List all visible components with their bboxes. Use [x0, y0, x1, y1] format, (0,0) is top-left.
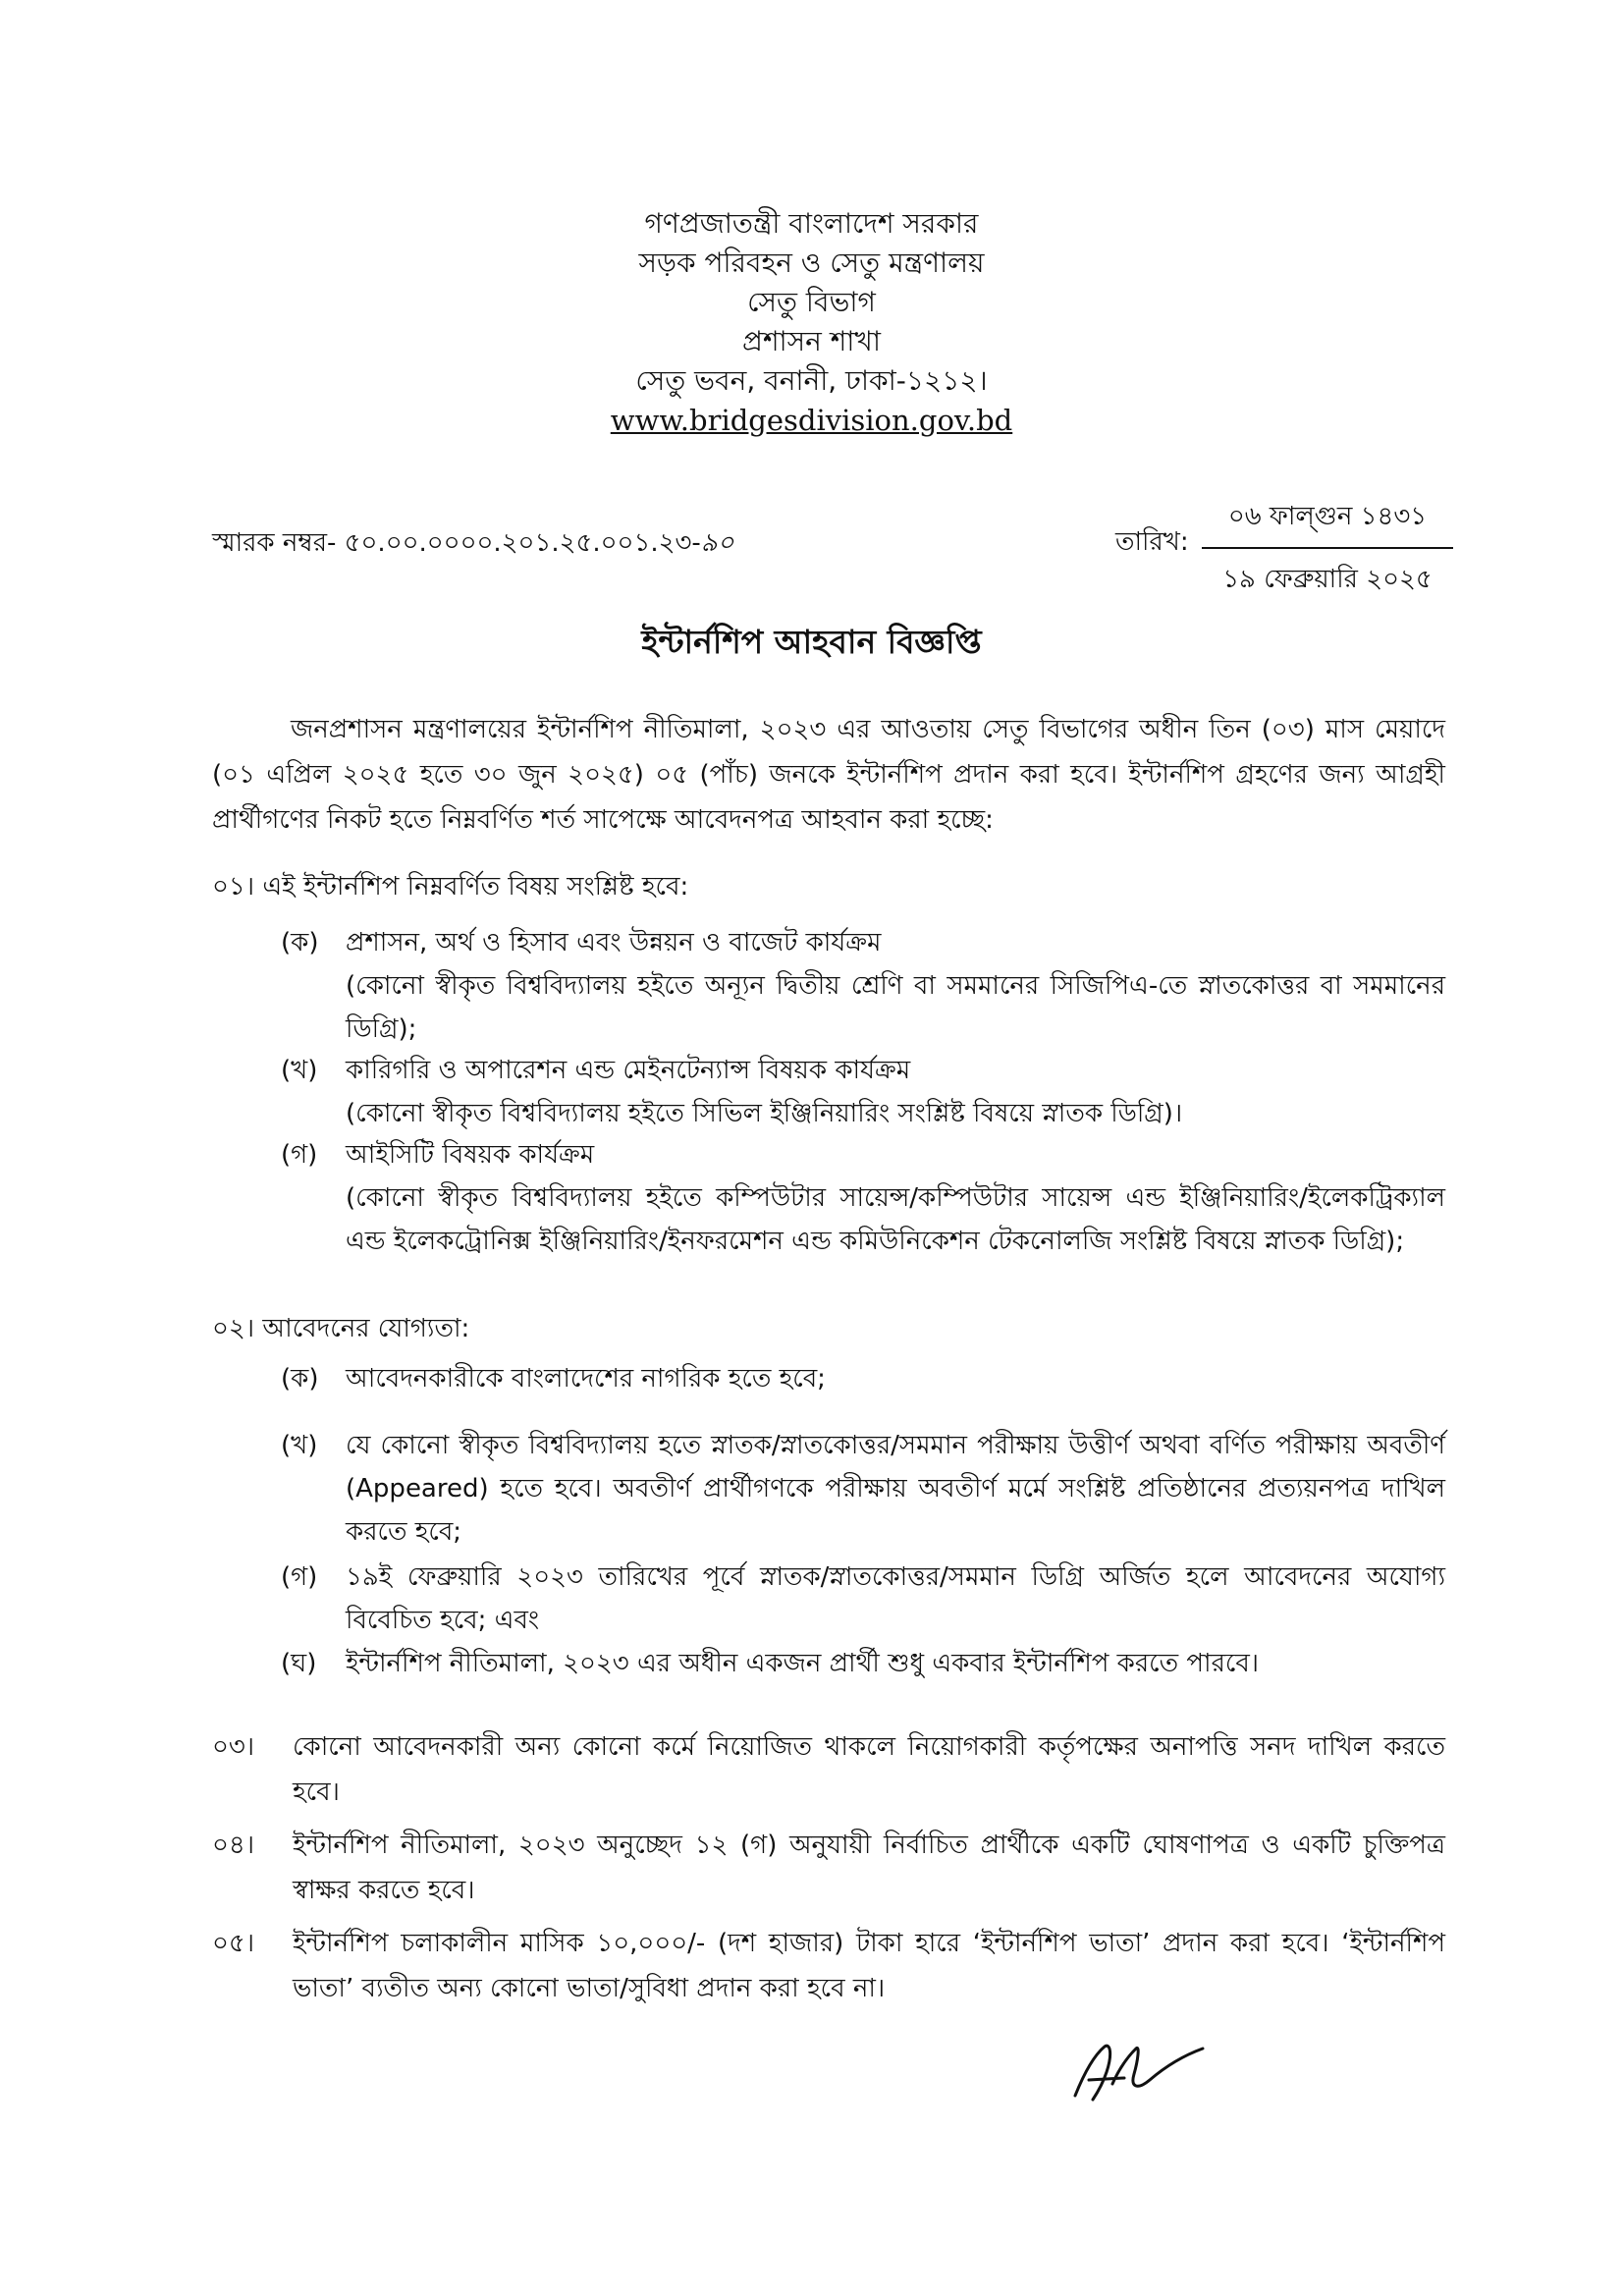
- section2-item-d: ইন্টার্নশিপ নীতিমালা, ২০২৩ এর অধীন একজন প্রার্থী শুধু একবার ইন্টার্নশিপ করতে পারবে।: [346, 1649, 1260, 1678]
- header-branch: প্রশাসন শাখা: [742, 325, 881, 357]
- section1-item-title: আইসিটি বিষয়ক কার্যক্রম: [346, 1140, 595, 1170]
- memo-label: স্মারক নম্বর-: [212, 528, 337, 558]
- section1-item-title: প্রশাসন, অর্থ ও হিসাব এবং উন্নয়ন ও বাজেট কার্যক্রম: [346, 928, 882, 957]
- header-ministry-block: [0, 204, 1623, 440]
- section1-heading: ০১। এই ইন্টার্নশিপ নিম্নবর্ণিত বিষয় সংশ্লিষ্ট হবে:: [212, 872, 689, 902]
- section4-number: ০৪।: [212, 1831, 255, 1860]
- section2-item-mark: (ঘ): [281, 1649, 317, 1678]
- section1-item-mark: (খ): [281, 1056, 318, 1085]
- section2-item-c: ১৯ই ফেব্রুয়ারি ২০২৩ তারিখের পূর্বে স্নাতক/স্নাতকোত্তর/সমমান ডিগ্রি অর্জিত হলে আবেদনের অযোগ্য বিবেচিত হবে; এবং: [346, 1562, 1445, 1635]
- section1-item-c: [346, 1133, 1445, 1263]
- date-block: [1202, 496, 1453, 602]
- handwritten-signature: [1065, 2035, 1213, 2113]
- section2-item-mark: (গ): [281, 1562, 318, 1592]
- section2-item-b: যে কোনো স্বীকৃত বিশ্ববিদ্যালয় হতে স্নাতক/স্নাতকোত্তর/সমমান পরীক্ষায় উত্তীর্ণ অথবা বর্ণিত পরীক্ষায় অবতীর্ণ (Appeared) হতে হবে। অবতীর্ণ প্রার্থীগণকে পরীক্ষায় অবতীর্ণ মর্মে সংশ্লিষ্ট প্রতিষ্ঠানের প্রত্যয়নপত্র দাখিল করতে হবে;: [346, 1431, 1445, 1547]
- section1-item-detail: (কোনো স্বীকৃত বিশ্ববিদ্যালয় হইতে সিভিল ইঞ্জিনিয়ারিং সংশ্লিষ্ট বিষয়ে স্নাতক ডিগ্রি)।: [346, 1099, 1183, 1128]
- section3-number: ০৩।: [212, 1732, 255, 1762]
- section2-item-mark: (খ): [281, 1431, 318, 1460]
- date-gregorian: ১৯ ফেব্রুয়ারি ২০২৫: [1222, 565, 1433, 594]
- memo-number-line: [212, 522, 734, 566]
- date-bangla: ০৬ ফাল্গুন ১৪৩১: [1202, 496, 1453, 549]
- section1-item-detail: (কোনো স্বীকৃত বিশ্ববিদ্যালয় হইতে অন্যূন দ্বিতীয় শ্রেণি বা সমমানের সিজিপিএ-তে স্নাতকোত্তর বা সমমানের ডিগ্রি);: [346, 971, 1445, 1044]
- header-website-link[interactable]: www.bridgesdivision.gov.bd: [610, 404, 1013, 437]
- section1-item-title: কারিগরি ও অপারেশন এন্ড মেইনটেন্যান্স বিষয়ক কার্যক্রম: [346, 1056, 911, 1085]
- section5-number: ০৫।: [212, 1929, 255, 1958]
- memo-handwritten-suffix: ৯০: [700, 528, 734, 558]
- section5-text: ইন্টার্নশিপ চলাকালীন মাসিক ১০,০০০/- (দশ হাজার) টাকা হারে ‘ইন্টার্নশিপ ভাতা’ প্রদান করা হবে। ‘ইন্টার্নশিপ ভাতা’ ব্যতীত অন্য কোনো ভাতা/সুবিধা প্রদান করা হবে না।: [293, 1929, 1445, 2003]
- section1-item-mark: (ক): [281, 928, 319, 957]
- section1-item-a: [346, 921, 1445, 1051]
- section2-item-mark: (ক): [281, 1364, 319, 1394]
- header-government: গণপ্রজাতন্ত্রী বাংলাদেশ সরকার: [644, 207, 979, 240]
- date-label: তারিখ:: [1115, 527, 1189, 557]
- notice-title: ইন্টার্নশিপ আহবান বিজ্ঞপ্তি: [641, 623, 982, 661]
- section1-item-b: [346, 1049, 1445, 1135]
- section4-text: ইন্টার্নশিপ নীতিমালা, ২০২৩ অনুচ্ছেদ ১২ (গ) অনুযায়ী নির্বাচিত প্রার্থীকে একটি ঘোষণাপত্র ও একটি চুক্তিপত্র স্বাক্ষর করতে হবে।: [293, 1831, 1445, 1905]
- header-address: সেতু ভবন, বনানী, ঢাকা-১২১২।: [635, 364, 988, 397]
- section2-item-a: আবেদনকারীকে বাংলাদেশের নাগরিক হতে হবে;: [346, 1364, 826, 1394]
- header-ministry: সড়ক পরিবহন ও সেতু মন্ত্রণালয়: [638, 246, 985, 279]
- memo-number: ৫০.০০.০০০০.২০১.২৫.০০১.২৩-: [344, 528, 701, 558]
- section2-heading: ০২। আবেদনের যোগ্যতা:: [212, 1314, 470, 1343]
- section1-item-detail: (কোনো স্বীকৃত বিশ্ববিদ্যালয় হইতে কম্পিউটার সায়েন্স/কম্পিউটার সায়েন্স এন্ড ইঞ্জিনিয়ারিং/ইলেকট্রিক্যাল এন্ড ইলেকট্রোনিক্স ইঞ্জিনিয়ারিং/ইনফরমেশন এন্ড কমিউনিকেশন টেকনোলজি সংশ্লিষ্ট বিষয়ে স্নাতক ডিগ্রি);: [346, 1183, 1445, 1256]
- section1-item-mark: (গ): [281, 1140, 318, 1170]
- section3-text: কোনো আবেদনকারী অন্য কোনো কর্মে নিয়োজিত থাকলে নিয়োগকারী কর্তৃপক্ষের অনাপত্তি সনদ দাখিল করতে হবে।: [293, 1732, 1445, 1807]
- header-division: সেতু বিভাগ: [747, 286, 876, 318]
- intro-paragraph: জনপ্রশাসন মন্ত্রণালয়ের ইন্টার্নশিপ নীতিমালা, ২০২৩ এর আওতায় সেতু বিভাগের অধীন তিন (০৩) মাস মেয়াদে (০১ এপ্রিল ২০২৫ হতে ৩০ জুন ২০২৫) ০৫ (পাঁচ) জনকে ইন্টার্নশিপ প্রদান করা হবে। ইন্টার্নশিপ গ্রহণের জন্য আগ্রহী প্রার্থীগণের নিকট হতে নিম্নবর্ণিত শর্ত সাপেক্ষে আবেদনপত্র আহবান করা হচ্ছে:: [212, 715, 1445, 835]
